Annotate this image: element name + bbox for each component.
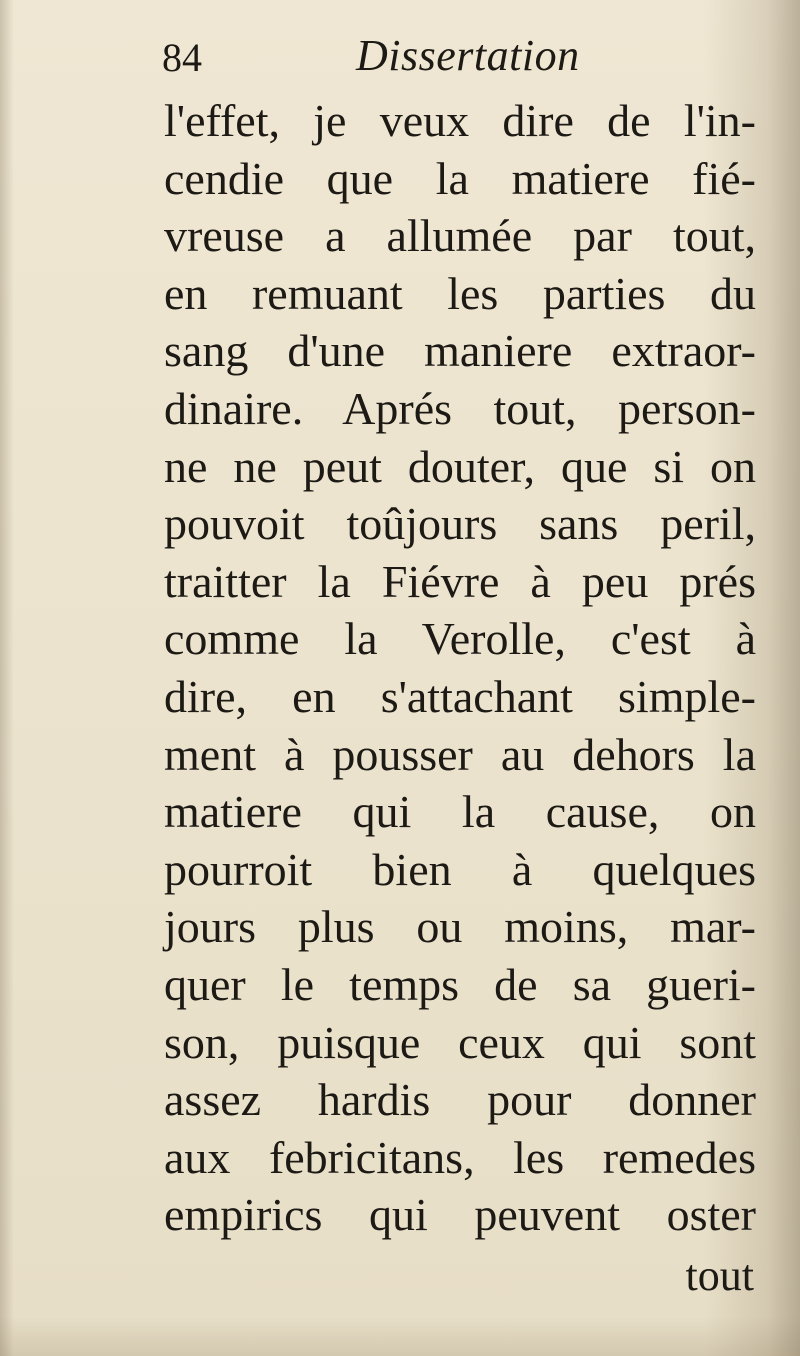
body-text	[164, 92, 756, 1244]
text-line: vreuse a allumée par tout,	[164, 210, 756, 262]
text-line: traitter la Fiévre à peu prés	[164, 555, 756, 607]
text-line: dire, en s'attachant simple-	[164, 670, 756, 722]
page-gutter-shadow	[0, 0, 14, 1356]
text-line: empirics qui peuvent oster	[164, 1189, 756, 1241]
text-line: quer le temps de sa gueri-	[164, 958, 756, 1010]
text-line: en remuant les parties du	[164, 267, 756, 319]
catchword: tout	[685, 1251, 754, 1300]
text-line: son, puisque ceux qui sont	[164, 1016, 756, 1068]
text-line: pouvoit toûjours sans peril,	[164, 498, 756, 550]
text-line: comme la Verolle, c'est à	[164, 613, 756, 665]
text-line: dinaire. Aprés tout, person-	[164, 382, 756, 434]
text-line: cendie que la matiere fié-	[164, 152, 756, 204]
text-line: sang d'une maniere extraor-	[164, 325, 756, 377]
running-head	[162, 30, 762, 86]
text-line: ne ne peut douter, que si on	[164, 440, 756, 492]
text-line: pourroit bien à quelques	[164, 843, 756, 895]
text-line: matiere qui la cause, on	[164, 786, 756, 838]
running-title: Dissertation	[356, 31, 580, 80]
text-line: aux febricitans, les remedes	[164, 1131, 756, 1183]
page-number: 84	[162, 35, 202, 80]
page-bottom-shadow	[0, 1316, 800, 1356]
text-line: assez hardis pour donner	[164, 1074, 756, 1126]
text-line: l'effet, je veux dire de l'in-	[164, 95, 756, 146]
text-line: ment à pousser au dehors la	[164, 728, 756, 780]
text-line: jours plus ou moins, mar-	[164, 901, 756, 953]
